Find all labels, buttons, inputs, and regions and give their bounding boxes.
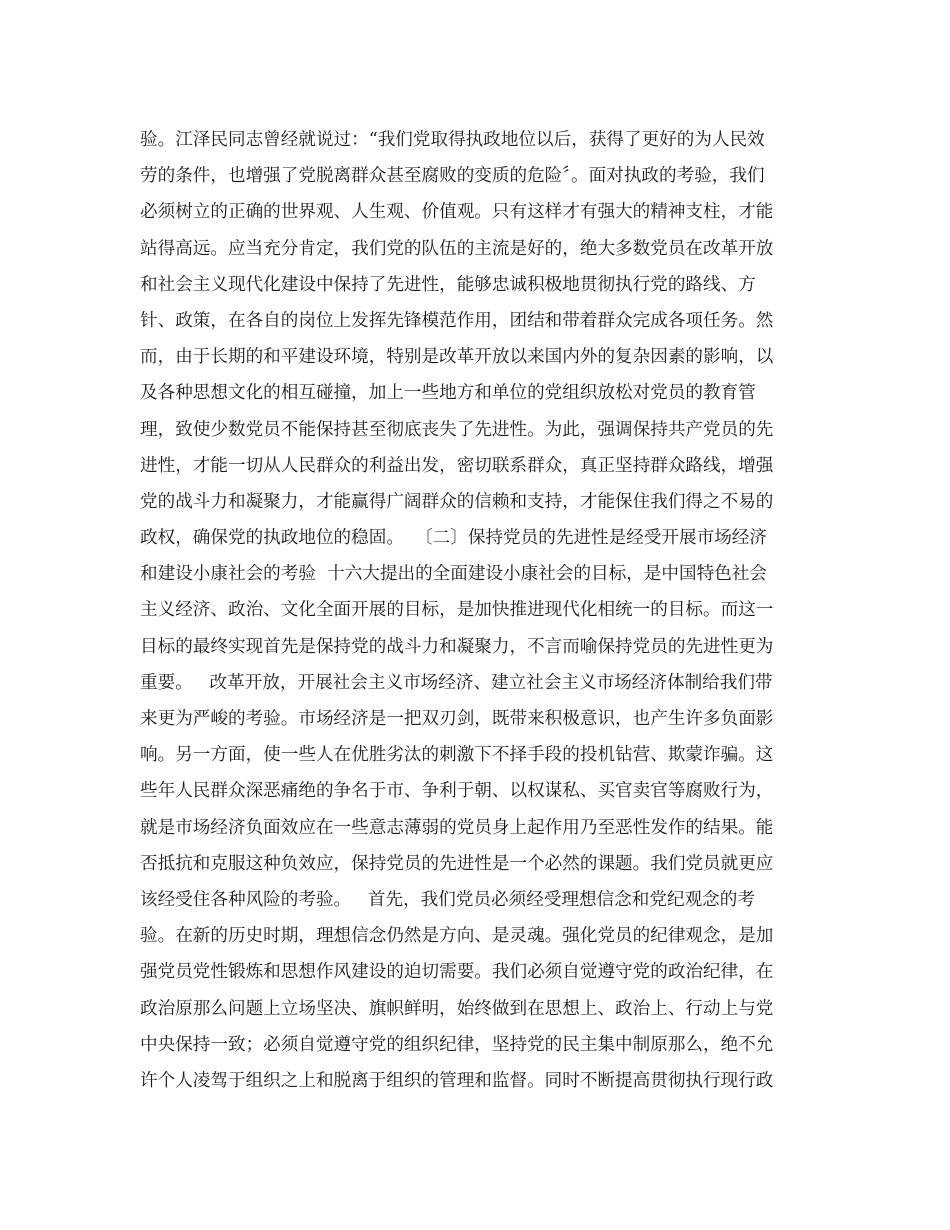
text-line: 许个人凌驾于组织之上和脱离于组织的管理和监督。同时不断提高贯彻执行现行政 [140,1070,774,1091]
text-line: 否抵抗和克服这种负效应，保持党员的先进性是一个必然的课题。我们党员就更应 [140,853,774,874]
text-line: 重要。 改革开放，开展社会主义市场经济、建立社会主义市场经济体制给我们带 [140,672,773,693]
text-line: 劳的条件，也增强了党脱离群众甚至腐败的变质的危险〞。面对执政的考验，我们 [140,166,765,187]
text-line: 党的战斗力和凝聚力，才能赢得广阔群众的信赖和支持，才能保住我们得之不易的 [140,491,774,512]
text-line: 必须树立的正确的世界观、人生观、价值观。只有这样才有强大的精神支柱，才能 [140,202,774,223]
text-line: 及各种思想文化的相互碰撞，加上一些地方和单位的党组织放松对党员的教育管 [140,383,756,404]
text-line: 就是市场经济负面效应在一些意志薄弱的党员身上起作用乃至恶性发作的结果。能 [140,817,774,838]
body-text [140,122,820,1099]
text-line: 该经受住各种风险的考验。 首先，我们党员必须经受理想信念和党纪观念的考 [140,889,755,910]
text-line: 中央保持一致；必须自觉遵守党的组织纪律，坚持党的民主集中制原那么，绝不允 [140,1034,774,1055]
text-line: 强党员党性锻炼和思想作风建设的迫切需要。我们必须自觉遵守党的政治纪律，在 [140,962,774,983]
text-line: 验。在新的历史时期，理想信念仍然是方向、是灵魂。强化党员的纪律观念，是加 [140,926,774,947]
text-line: 来更为严峻的考验。市场经济是一把双刃剑，既带来积极意识，也产生许多负面影 [140,709,774,729]
text-line: 响。另一方面，使一些人在优胜劣汰的刺激下不择手段的投机钻营、欺蒙诈骗。这 [140,745,774,766]
text-line: 目标的最终实现首先是保持党的战斗力和凝聚力，不言而喻保持党员的先进性更为 [140,636,774,657]
text-line: 针、政策，在各自的岗位上发挥先锋模范作用，团结和带着群众完成各项任务。然 [140,310,774,331]
text-line: 验。江泽民同志曾经就说过：“我们党取得执政地位以后，获得了更好的为人民效 [140,130,765,150]
text-line: 些年人民群众深恶痛绝的争名于市、争利于朝、以权谋私、买官卖官等腐败行为， [140,781,774,802]
text-line: 主义经济、政治、文化全面开展的目标，是加快推进现代化相统一的目标。而这一 [140,600,774,621]
text-line: 而，由于长期的和平建设环境，特别是改革开放以来国内外的复杂因素的影响，以 [140,347,774,368]
text-line: 和社会主义现代化建设中保持了先进性，能够忠诚积极地贯彻执行党的路线、方 [140,274,756,295]
text-line: 政权，确保党的执政地位的稳固。 〔二〕保持党员的先进性是经受开展市场经济 [140,528,767,549]
text-line: 站得高远。应当充分肯定，我们党的队伍的主流是好的，绝大多数党员在改革开放 [140,238,774,259]
text-line: 理，致使少数党员不能保持甚至彻底丧失了先进性。为此，强调保持共产党员的先 [140,419,774,440]
text-line: 政治原那么问题上立场坚决、旗帜鲜明，始终做到在思想上、政治上、行动上与党 [140,998,774,1019]
text-line: 和建设小康社会的考验 十六大提出的全面建设小康社会的目标，是中国特色社会 [140,564,767,585]
text-line: 进性，才能一切从人民群众的利益出发，密切联系群众，真正坚持群众路线，增强 [140,455,774,476]
